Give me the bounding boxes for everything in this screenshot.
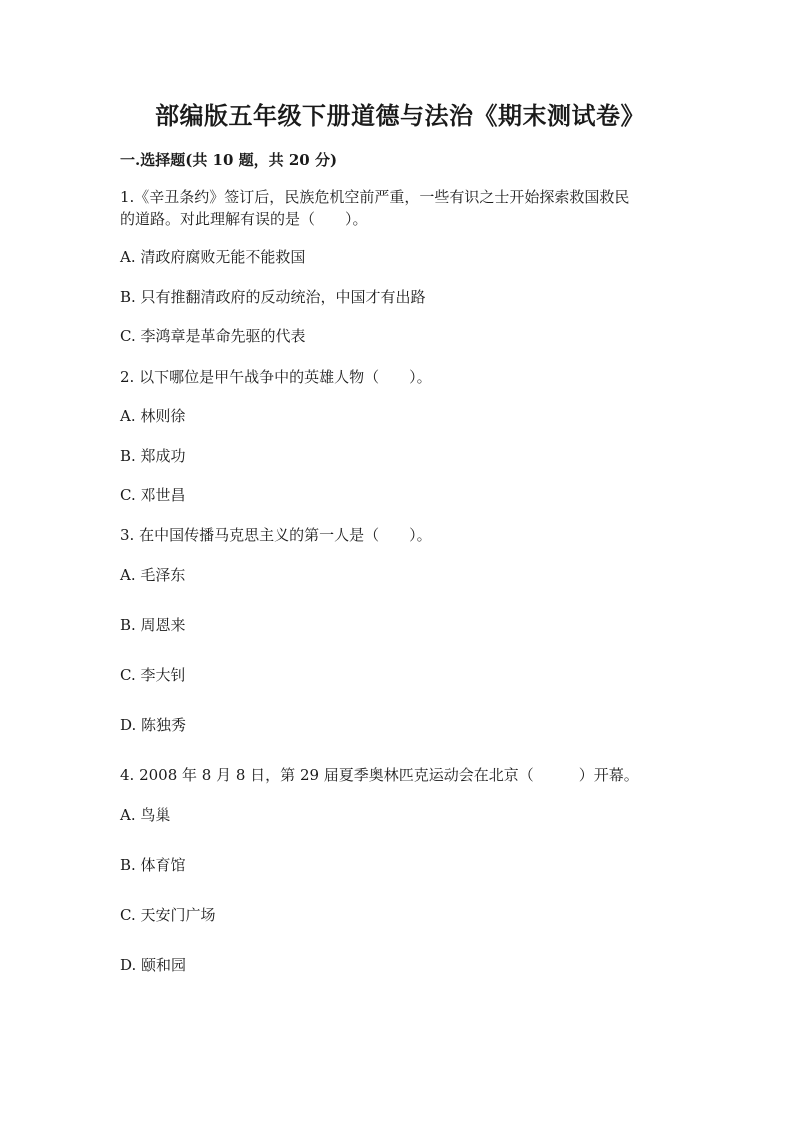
question-3-option-b: B. 周恩来 bbox=[120, 616, 186, 634]
question-4-option-a: A. 鸟巢 bbox=[120, 806, 171, 824]
question-1-stem-line-1: 1.《辛丑条约》签订后，民族危机空前严重，一些有识之士开始探索救国救民 bbox=[120, 188, 630, 206]
question-4-option-d: D. 颐和园 bbox=[120, 956, 187, 974]
question-4-option-c: C. 天安门广场 bbox=[120, 906, 216, 924]
question-3-option-a: A. 毛泽东 bbox=[120, 566, 186, 584]
question-2-stem: 2. 以下哪位是甲午战争中的英雄人物（ ）。 bbox=[120, 368, 432, 386]
question-2-option-a: A. 林则徐 bbox=[120, 407, 186, 425]
question-3-stem: 3. 在中国传播马克思主义的第一人是（ ）。 bbox=[120, 526, 432, 544]
question-1-stem-line-2: 的道路。对此理解有误的是（ ）。 bbox=[120, 210, 368, 228]
question-4-option-b: B. 体育馆 bbox=[120, 856, 186, 874]
question-1-option-b: B. 只有推翻清政府的反动统治，中国才有出路 bbox=[120, 288, 426, 306]
page-title: 部编版五年级下册道德与法治《期末测试卷》 bbox=[155, 101, 645, 130]
question-2-option-b: B. 郑成功 bbox=[120, 447, 186, 465]
section-heading: 一.选择题(共 10 题，共 20 分) bbox=[120, 151, 338, 169]
question-1-option-a: A. 清政府腐败无能不能救国 bbox=[120, 248, 306, 266]
question-4-stem: 4. 2008 年 8 月 8 日，第 29 届夏季奥林匹克运动会在北京（ ）开幕。 bbox=[120, 766, 639, 784]
question-1-option-c: C. 李鸿章是革命先驱的代表 bbox=[120, 327, 306, 345]
question-3-option-d: D. 陈独秀 bbox=[120, 716, 187, 734]
question-3-option-c: C. 李大钊 bbox=[120, 666, 186, 684]
question-2-option-c: C. 邓世昌 bbox=[120, 486, 186, 504]
